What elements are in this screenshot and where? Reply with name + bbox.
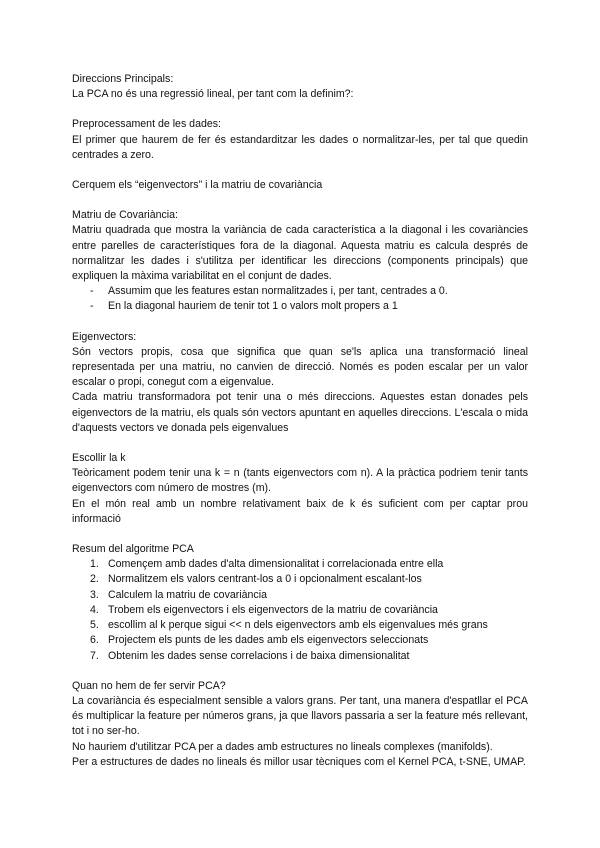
- paragraph: No hauriem d'utilitzar PCA per a dades amb estructures no lineals complexes (manifolds).: [72, 740, 493, 753]
- list-item: [72, 588, 528, 603]
- section-title: Eigenvectors:: [72, 330, 137, 343]
- section-eigenvectors: [72, 330, 528, 436]
- section-when-not-pca: [72, 679, 528, 770]
- section-title: Escollir la k: [72, 452, 126, 465]
- list-number: 3.: [90, 588, 99, 601]
- paragraph: La covariància és especialment sensible a valors grans. Per tant, una manera d'espatllar el PCA és multiplicar la feature per números grans, ja que llavors passaria a ser la feature més rellevant, tot i no ser-ho.: [72, 694, 528, 738]
- document-page: [72, 72, 528, 770]
- list-number: 6.: [90, 634, 99, 647]
- section-principal-directions: [72, 72, 528, 102]
- section-title: Resum del algoritme PCA: [72, 543, 194, 556]
- section-title: Direccions Principals:: [72, 73, 174, 85]
- list-item: [72, 649, 528, 664]
- list-item-text: Assumim que les features estan normalitzades i, per tant, centrades a 0.: [108, 285, 448, 298]
- list-item: [72, 618, 528, 633]
- section-title: Matriu de Covariància:: [72, 209, 178, 222]
- list-item-text: Obtenim les dades sense correlacions i de baixa dimensionalitat: [108, 649, 410, 662]
- list-item-text: Normalitzem els valors centrant-los a 0 i opcionalment escalant-los: [108, 573, 422, 586]
- list-number: 7.: [90, 649, 99, 662]
- list-item: [72, 603, 528, 618]
- bullet-marker: -: [90, 300, 94, 313]
- section-pca-summary: [72, 542, 528, 664]
- list-number: 2.: [90, 573, 99, 586]
- bullet-list: [72, 284, 528, 314]
- paragraph: En el món real amb un nombre relativament baix de k és suficient com per captar prou informació: [72, 497, 528, 525]
- paragraph: Són vectors propis, cosa que significa que quan se'ls aplica una transformació lineal representada per una matriu, no canvien de direcció. Només es poden escalar per un valor escalar o propi, conegut com a eigenvalue.: [72, 345, 528, 389]
- list-item-text: Projectem els punts de les dades amb els eigenvectors seleccionats: [108, 634, 429, 647]
- bullet-marker: -: [90, 285, 94, 298]
- section-preprocessing: [72, 117, 528, 163]
- section-title: Cerquem els “eigenvectors” i la matriu de covariància: [72, 179, 323, 192]
- numbered-list: [72, 557, 528, 663]
- list-item-text: Trobem els eigenvectors i els eigenvectors de la matriu de covariància: [108, 603, 438, 616]
- list-item-text: Començem amb dades d'alta dimensionalitat i correlacionada entre ella: [108, 558, 444, 571]
- list-item-text: escollim al k perque sigui << n dels eigenvectors amb els eigenvalues més grans: [108, 619, 488, 632]
- section-choose-k: [72, 451, 528, 527]
- list-item-text: Calculem la matriu de covariància: [108, 588, 267, 601]
- list-number: 5.: [90, 619, 99, 632]
- list-item: [72, 633, 528, 648]
- section-eigenvectors-intro: [72, 178, 528, 193]
- paragraph: Per a estructures de dades no lineals és millor usar tècniques com el Kernel PCA, t-SNE, UMAP.: [72, 755, 526, 768]
- paragraph: Teòricament podem tenir una k = n (tants eigenvectors com n). A la pràctica podriem tenir tants eigenvectors com número de mostres (m).: [72, 467, 528, 495]
- section-covariance-matrix: [72, 208, 528, 314]
- list-number: 1.: [90, 558, 99, 571]
- list-item: [72, 557, 528, 572]
- paragraph: Matriu quadrada que mostra la variància de cada característica a la diagonal i les covariàncies entre parelles de característiques fora de la diagonal. Aquesta matriu es calcula després de normalitzar les dades i s'utilitza per identificar les direccions (components principals) que expliquen la màxima variabilitat en el conjunt de dades.: [72, 224, 528, 283]
- section-title: Preprocessament de les dades:: [72, 118, 221, 131]
- paragraph: Cada matriu transformadora pot tenir una o més direccions. Aquestes estan donades pels eigenvectors de la matriu, els quals són vectors apuntant en aquelles direccions. L'escala o mida d'aquests vectors ve donada pels eigenvalues: [72, 391, 528, 434]
- list-item: [72, 299, 528, 314]
- list-number: 4.: [90, 603, 99, 616]
- paragraph: El primer que haurem de fer és estandarditzar les dades o normalitzar-les, per tal que quedin centrades a zero.: [72, 133, 528, 161]
- list-item-text: En la diagonal hauriem de tenir tot 1 o valors molt propers a 1: [108, 300, 398, 313]
- paragraph: La PCA no és una regressió lineal, per tant com la definim?:: [72, 88, 354, 101]
- list-item: [72, 572, 528, 587]
- list-item: [72, 284, 528, 299]
- section-title: Quan no hem de fer servir PCA?: [72, 679, 226, 692]
